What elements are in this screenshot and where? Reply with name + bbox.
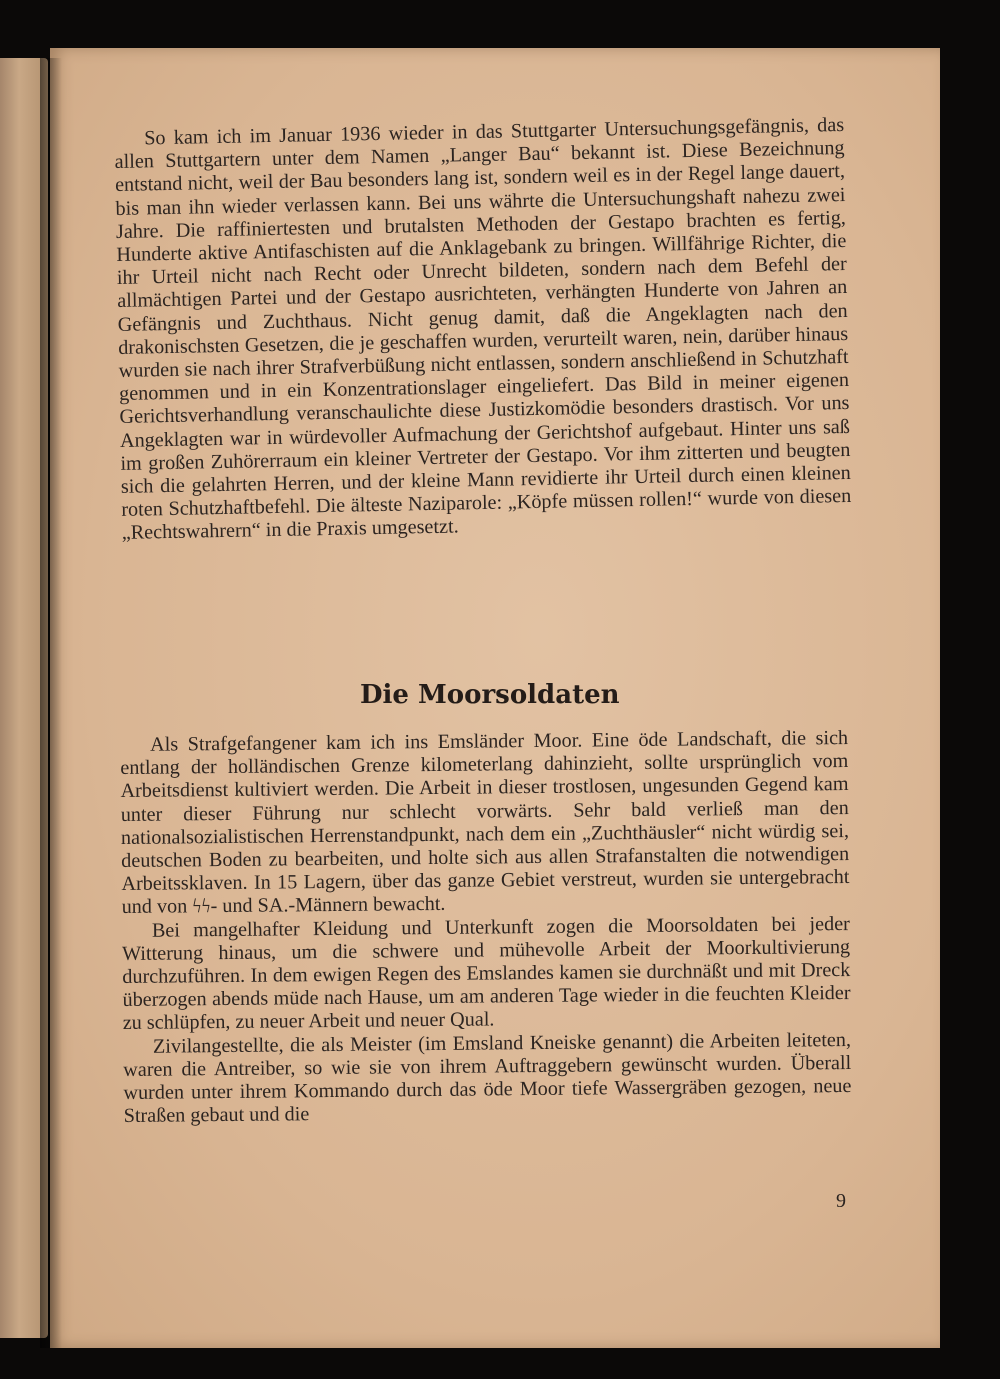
paragraph-witterung: Bei mangelhafter Kleidung und Unterkunft zogen die Moorsoldaten bei jeder Witterung hinaus, um die schwere und mühevolle Arbeit der Moorkultivierung durchzuführen. In dem ewigen Regen des Emslandes kamen sie durchnäßt und mit Dreck überzogen abends müde nach Hause, um am anderen Tage wieder in die feuchten Kleider zu schlüpfen, zu neuer Arbeit und neuer Qual. — [122, 912, 851, 1035]
spine-shadow — [40, 58, 62, 1348]
paragraph-emslaender-moor: Als Strafgefangener kam ich ins Emsländer Moor. Eine öde Landschaft, die sich entlang der holländischen Grenze kilometerlang dahinzieht, sollte ursprünglich vom Arbeitsdienst kultiviert werden. Die Arbeit in dieser trostlosen, ungesunden Gegend kam unter dieser Führung nur schlecht vorwärts. Sehr bald verließ man den nationalsozialistischen Herrenstandpunkt, nach dem ein „Zuchthäusler“ nicht würdig sei, deutschen Boden zu bearbeiten, und holte sich aus allen Strafanstalten die notwendigen Arbeitssklaven. In 15 Lagern, über das ganze Gebiet verstreut, wurden sie untergebracht und von ϟϟ- und SA.-Männern bewacht. — [120, 727, 850, 919]
paragraph-untersuchungsgefaengnis: So kam ich im Januar 1936 wieder in das Stuttgarter Untersuchungsgefängnis, das allen Stuttgartern unter dem Namen „Langer Bau“ bekannt ist. Diese Bezeichnung entstand nicht, weil der Bau besonders lang ist, sondern weil es in der Regel lange dauert, bis man ihn wieder verlassen kann. Bei uns währte die Untersuchungshaft nahezu zwei Jahre. Die raffiniertesten und brutalsten Methoden der Gestapo brachten es fertig, Hunderte aktive Antifaschisten auf die Anklagebank zu bringen. Willfährige Richter, die ihr Urteil nicht nach Recht oder Unrecht bildeten, sondern nach dem Befehl der allmächtigen Partei und der Gestapo ausrichteten, verhängten Hunderte von Jahren an Gefängnis und Zuchthaus. Nicht genug damit, daß die Angeklagten nach den drakonischsten Gesetzen, die je geschaffen wurden, verurteilt waren, nein, darüber hinaus wurden sie nach ihrer Strafverbüßung nicht entlassen, sondern anschließend in Schutzhaft genommen und in ein Konzentrationslager eingeliefert. Das Bild in meiner eigenen Gerichtsverhandlung veranschaulichte diese Justizkomödie besonders drastisch. Vor uns Angeklagten war in würdevoller Aufmachung der Gerichtshof aufgebaut. Hinter uns saß im großen Zuhörerraum ein kleiner Vertreter der Gestapo. Vor ihm zitterten und beugten sich die gelahrten Herren, und der kleine Mann revidierte ihr Urteil durch einen kleinen roten Schutzhaftbefehl. Die älteste Naziparole: „Köpfe müssen rollen!“ wurde von diesen „Rechtswahrern“ in die Praxis umgesetzt. — [114, 113, 852, 545]
page-number: 9 — [836, 1190, 846, 1212]
section-heading: Die Moorsoldaten — [360, 680, 620, 710]
text-block-intro — [114, 114, 852, 546]
text-block-moorsoldaten — [120, 727, 852, 1128]
paragraph-zivilangestellte: Zivilangestellte, die als Meister (im Emsland Kneiske genannt) die Arbeiten leiteten, waren die Antreiber, so wie sie von ihrem Auftraggebern gewünscht wurden. Überall wurden unter ihrem Kommando durch das öde Moor tiefe Wassergräben gezogen, neue Straßen gebaut und die — [123, 1028, 852, 1128]
